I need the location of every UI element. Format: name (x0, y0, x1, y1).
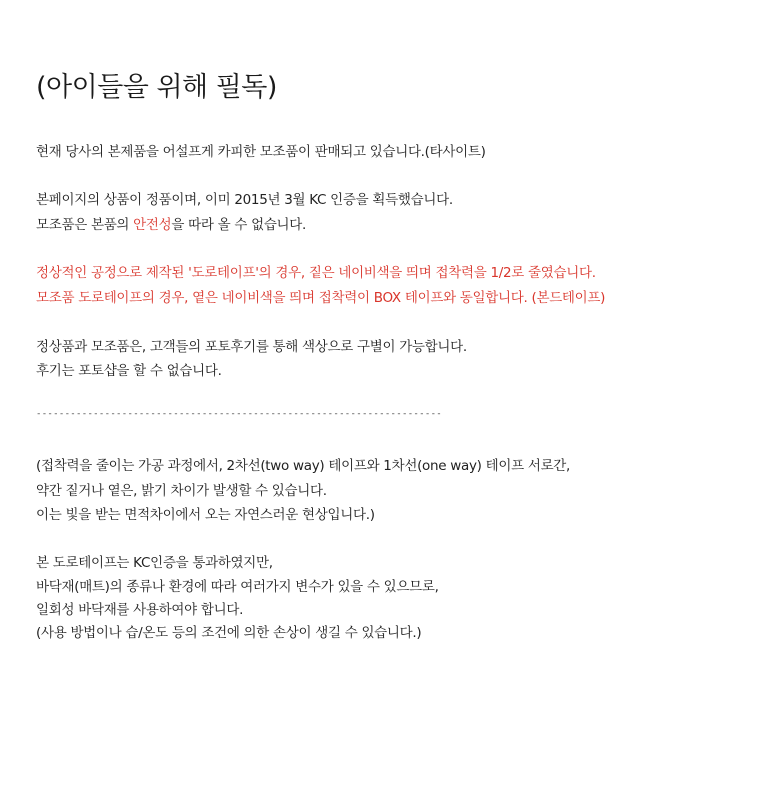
counterfeit-tape-description: 모조품 도로테이프의 경우, 옅은 네이비색을 띄며 접착력이 BOX 테이프와 동일합니다. (본드테이프) (36, 290, 606, 306)
genuine-tape-description: 정상적인 공정으로 제작된 '도로테이프'의 경우, 짙은 네이비색을 띄며 접착력을 1/2로 줄였습니다. (36, 265, 596, 281)
caution-line-4: (사용 방법이나 습/온도 등의 조건에 의한 손상이 생길 수 있습니다.) (36, 625, 422, 641)
caution-line-1: 본 도로테이프는 KC인증을 통과하였지만, (36, 555, 273, 571)
process-note-line-2: 약간 짙거나 옅은, 밝기 차이가 발생할 수 있습니다. (36, 483, 327, 499)
safety-line-post: 을 따라 올 수 없습니다. (171, 217, 307, 233)
process-note-line-3: 이는 빛을 받는 면적차이에서 오는 자연스러운 현상입니다.) (36, 507, 375, 523)
caution-line-2: 바닥재(매트)의 종류나 환경에 따라 여러가지 변수가 있을 수 있으므로, (36, 579, 439, 595)
photo-review-line: 정상품과 모조품은, 고객들의 포토후기를 통해 색상으로 구별이 가능합니다. (36, 339, 467, 355)
section-divider: ----------------------------------------------------------------------- (36, 409, 443, 419)
caution-line-3: 일회성 바닥재를 사용하여야 합니다. (36, 602, 244, 618)
photoshop-line: 후기는 포토샵을 할 수 없습니다. (36, 363, 222, 379)
safety-highlight: 안전성 (133, 217, 172, 233)
process-note-line-1: (접착력을 줄이는 가공 과정에서, 2차선(two way) 테이프와 1차선(one way) 테이프 서로간, (36, 458, 571, 474)
genuine-product-line: 본페이지의 상품이 정품이며, 이미 2015년 3월 KC 인증을 획득했습니다. (36, 192, 453, 208)
page-title: (아이들을 위해 필독) (36, 72, 277, 103)
safety-line (36, 215, 306, 235)
notice-counterfeit-line: 현재 당사의 본제품을 어설프게 카피한 모조품이 판매되고 있습니다.(타사이트) (36, 144, 486, 160)
safety-line-pre: 모조품은 본품의 (36, 217, 134, 233)
